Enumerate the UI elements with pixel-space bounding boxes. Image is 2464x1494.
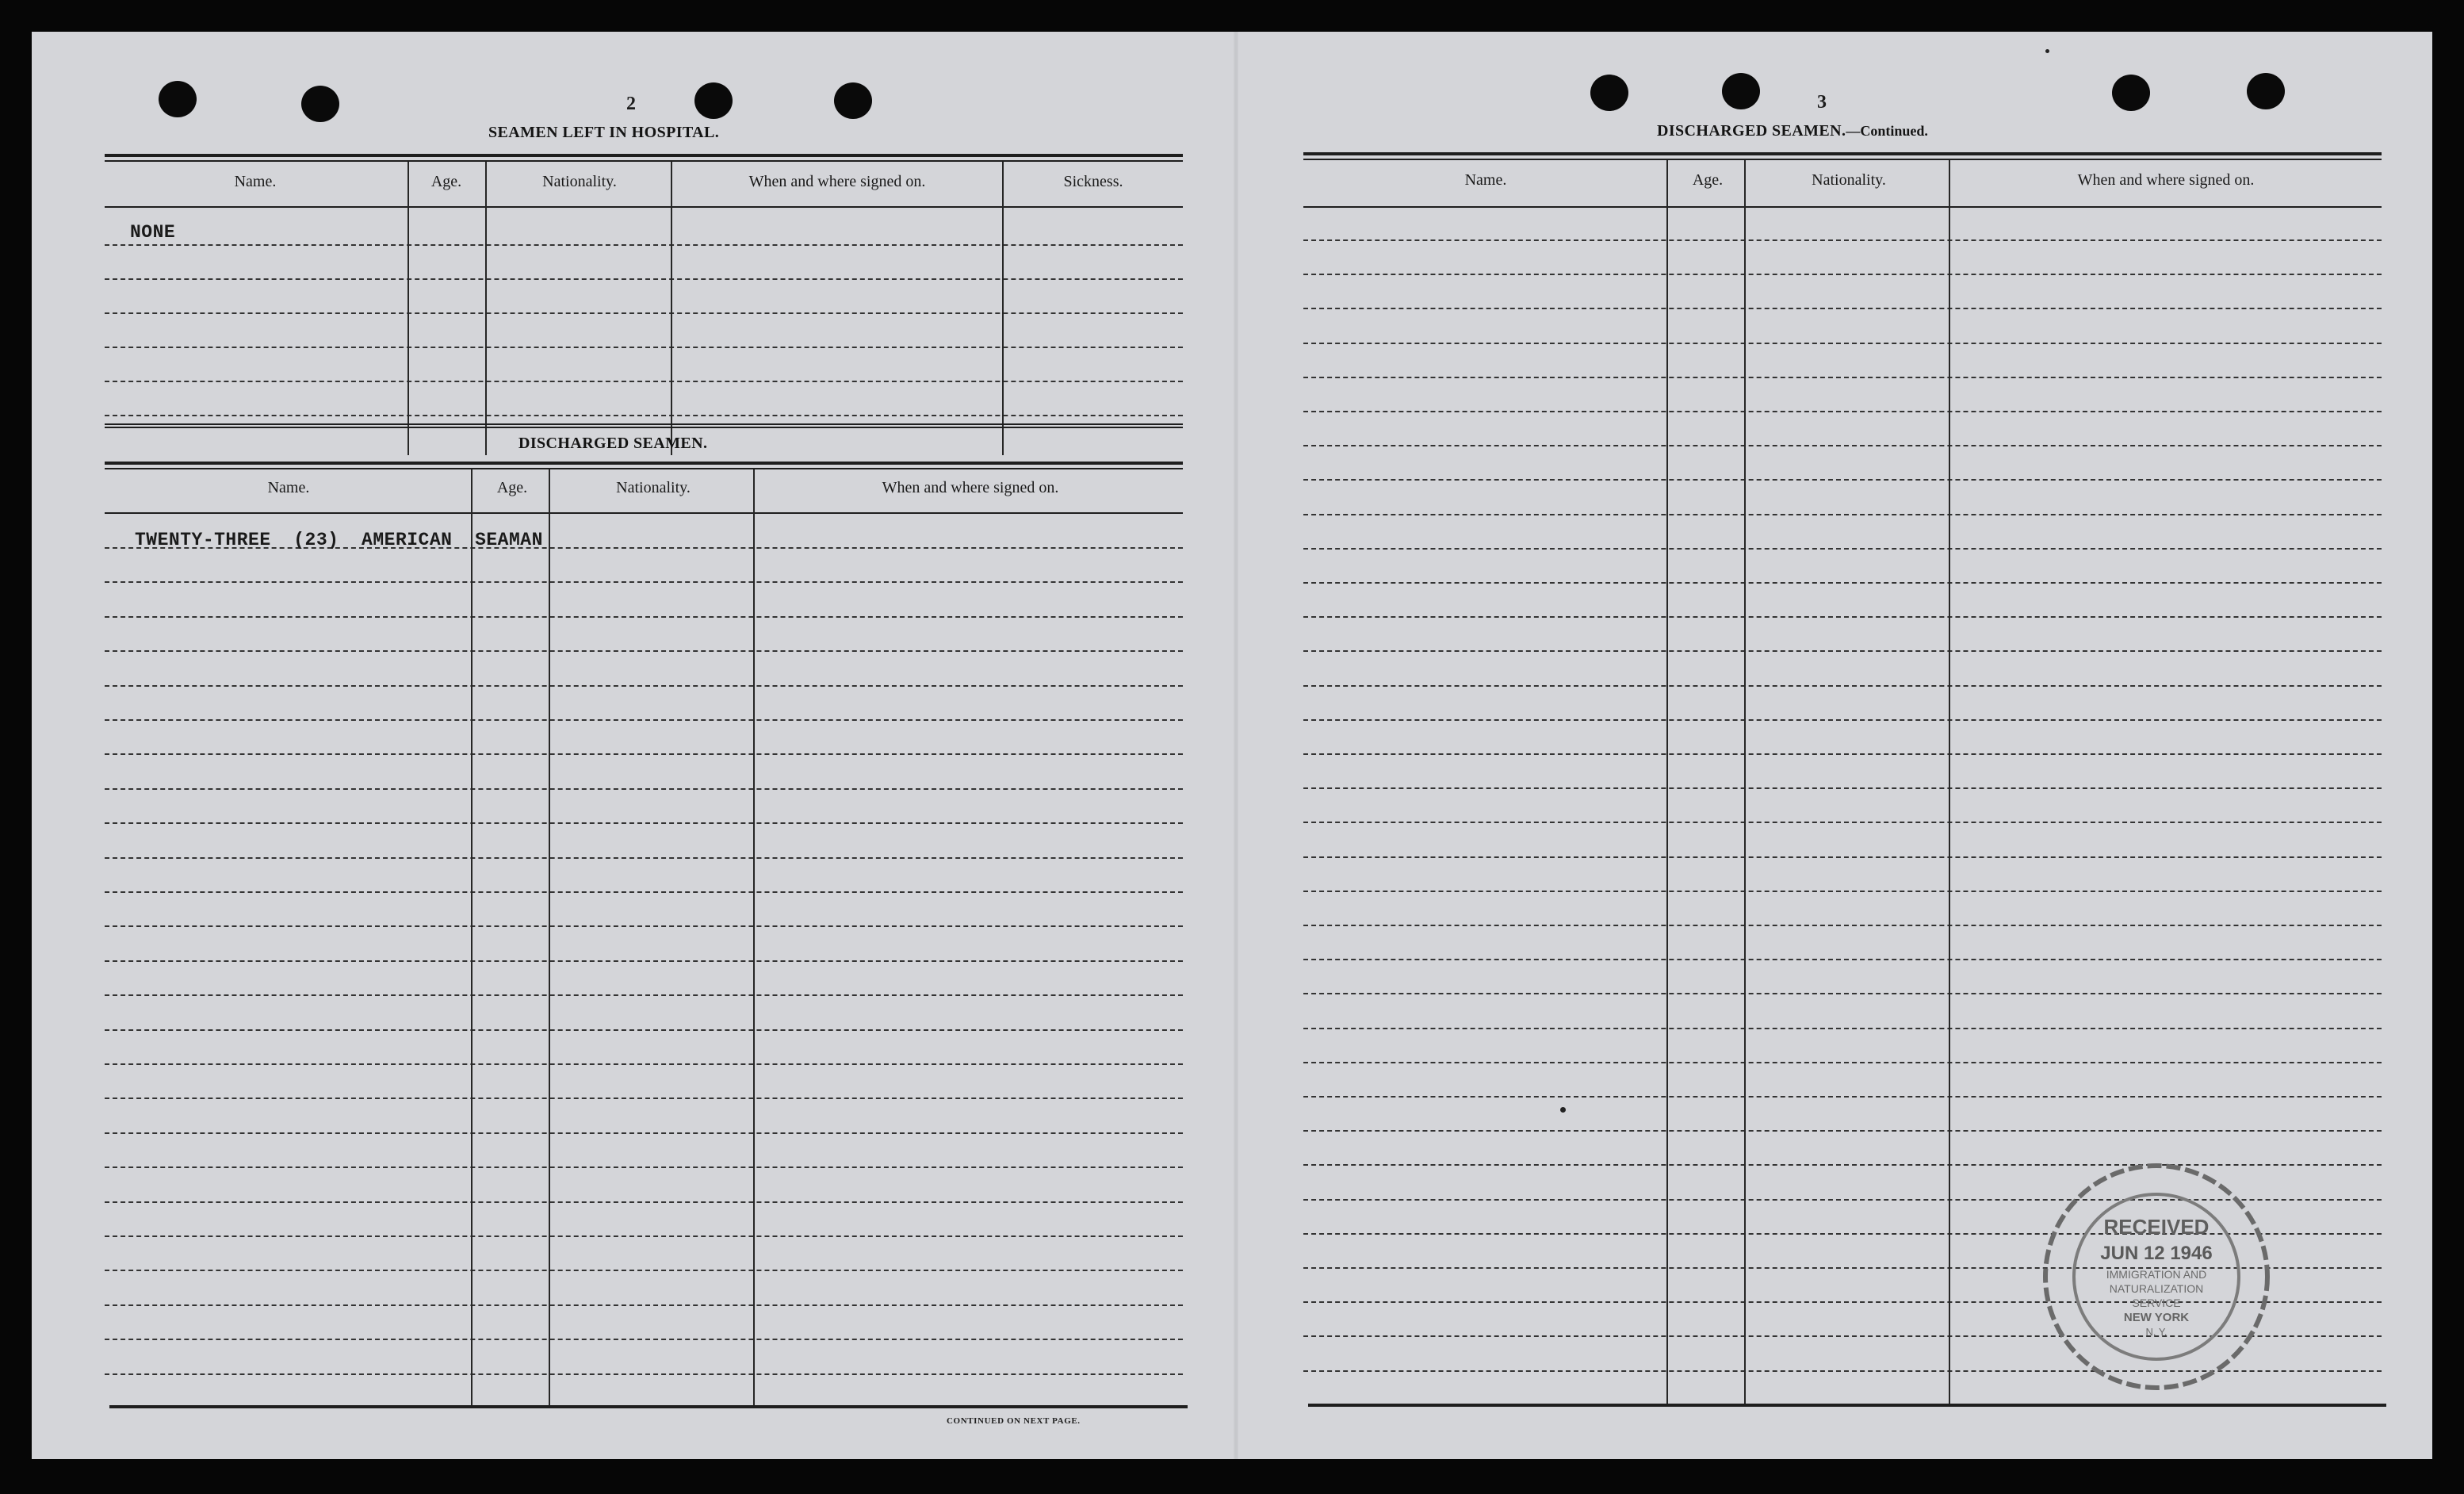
punch-hole bbox=[1590, 75, 1628, 111]
ruled-line bbox=[105, 312, 1183, 314]
ruled-line bbox=[105, 1132, 1183, 1134]
ruled-line bbox=[1303, 1028, 2382, 1029]
received-stamp bbox=[2037, 1158, 2275, 1396]
ruled-line bbox=[105, 1235, 1183, 1237]
hospital-top-rule-2 bbox=[105, 160, 1183, 162]
right-section-title: DISCHARGED SEAMEN.—Continued. bbox=[1657, 122, 1928, 140]
ink-speck bbox=[1560, 1107, 1566, 1113]
hospital-col-sickness: Sickness. bbox=[1063, 173, 1123, 190]
ruled-line bbox=[105, 1373, 1183, 1375]
ruled-line bbox=[1303, 1096, 2382, 1098]
discharged-col-name: Name. bbox=[267, 479, 310, 496]
discharged-col-divider bbox=[753, 469, 755, 1405]
right-page-bottom-rule bbox=[1308, 1404, 2386, 1407]
ruled-line bbox=[1303, 239, 2382, 241]
ruled-line bbox=[1303, 1130, 2382, 1132]
hospital-top-rule bbox=[105, 154, 1183, 157]
stamp-line-2: JUN 12 1946 bbox=[2100, 1243, 2213, 1264]
discharged-header-rule bbox=[105, 512, 1183, 514]
hospital-col-divider bbox=[407, 162, 409, 455]
ruled-line bbox=[1303, 445, 2382, 446]
ruled-line bbox=[1303, 856, 2382, 858]
discharged-top-rule-2 bbox=[105, 468, 1183, 469]
discharged-col-signed-on: When and where signed on. bbox=[882, 479, 1059, 496]
hospital-section-title: SEAMEN LEFT IN HOSPITAL. bbox=[488, 124, 720, 141]
left-page-bottom-rule bbox=[109, 1405, 1188, 1408]
hospital-col-divider bbox=[485, 162, 487, 455]
discharged-entry: TWENTY-THREE (23) AMERICAN SEAMAN bbox=[135, 530, 543, 550]
ruled-line bbox=[105, 347, 1183, 348]
hospital-col-name: Name. bbox=[234, 173, 277, 190]
discharged-col-age: Age. bbox=[496, 479, 528, 496]
right-header-rule bbox=[1303, 206, 2382, 208]
hospital-col-signed-on: When and where signed on. bbox=[748, 173, 926, 190]
ruled-line bbox=[105, 1270, 1183, 1271]
ruled-line bbox=[1303, 753, 2382, 755]
ruled-line bbox=[1303, 993, 2382, 994]
right-top-rule-2 bbox=[1303, 159, 2382, 160]
ruled-line bbox=[1303, 685, 2382, 687]
ruled-line bbox=[105, 925, 1183, 927]
ruled-line bbox=[105, 1201, 1183, 1203]
ruled-line bbox=[105, 857, 1183, 859]
ruled-line bbox=[105, 415, 1183, 416]
ruled-line bbox=[1303, 308, 2382, 309]
hospital-entry-none: NONE bbox=[130, 222, 176, 243]
hospital-bottom-rule-2 bbox=[105, 427, 1183, 428]
ruled-line bbox=[105, 891, 1183, 893]
right-col-nationality: Nationality. bbox=[1812, 171, 1886, 189]
ruled-line bbox=[1303, 959, 2382, 960]
ruled-line bbox=[1303, 650, 2382, 652]
hospital-col-divider bbox=[1002, 162, 1004, 455]
punch-hole bbox=[159, 81, 197, 117]
punch-hole bbox=[2112, 75, 2150, 111]
ruled-line bbox=[1303, 548, 2382, 550]
punch-hole bbox=[301, 86, 339, 122]
ruled-line bbox=[105, 719, 1183, 721]
ruled-line bbox=[1303, 719, 2382, 721]
ruled-line bbox=[105, 822, 1183, 824]
ruled-line bbox=[1303, 377, 2382, 378]
ink-speck bbox=[2045, 49, 2049, 53]
ruled-line bbox=[1303, 343, 2382, 344]
right-col-age: Age. bbox=[1692, 171, 1724, 189]
ruled-line bbox=[1303, 411, 2382, 412]
discharged-col-divider bbox=[471, 469, 473, 1405]
ruled-line bbox=[105, 1304, 1183, 1306]
hospital-header-rule bbox=[105, 206, 1183, 208]
ruled-line bbox=[105, 1339, 1183, 1340]
ruled-line bbox=[1303, 582, 2382, 584]
punch-hole bbox=[834, 82, 872, 119]
hospital-col-nationality: Nationality. bbox=[542, 173, 617, 190]
ruled-line bbox=[105, 616, 1183, 618]
stamp-line-1: RECEIVED bbox=[2103, 1215, 2210, 1239]
stamp-line-4: NATURALIZATION bbox=[2109, 1282, 2204, 1295]
ruled-line bbox=[1303, 822, 2382, 823]
right-top-rule bbox=[1303, 152, 2382, 155]
ruled-line bbox=[105, 1166, 1183, 1168]
hospital-col-age: Age. bbox=[430, 173, 462, 190]
ruled-line bbox=[105, 244, 1183, 246]
right-col-divider bbox=[1666, 160, 1668, 1405]
discharged-section-title: DISCHARGED SEAMEN. bbox=[518, 435, 708, 452]
discharged-col-nationality: Nationality. bbox=[616, 479, 691, 496]
page-fold bbox=[1234, 32, 1238, 1459]
continued-note: CONTINUED ON NEXT PAGE. bbox=[947, 1416, 1081, 1426]
stamp-line-3: IMMIGRATION AND bbox=[2106, 1268, 2207, 1281]
punch-hole bbox=[1722, 73, 1760, 109]
hospital-bottom-rule bbox=[105, 423, 1183, 425]
ruled-line bbox=[105, 685, 1183, 687]
stamp-line-6: NEW YORK bbox=[2123, 1311, 2190, 1324]
ruled-line bbox=[1303, 925, 2382, 926]
hospital-col-divider bbox=[671, 162, 672, 455]
ruled-line bbox=[105, 278, 1183, 280]
ruled-line bbox=[105, 960, 1183, 962]
ruled-line bbox=[1303, 274, 2382, 275]
right-col-divider bbox=[1949, 160, 1950, 1405]
page-number-left: 2 bbox=[626, 94, 636, 114]
ruled-line bbox=[105, 994, 1183, 996]
ruled-line bbox=[105, 650, 1183, 652]
stamp-line-7: N. Y. bbox=[2145, 1326, 2167, 1338]
ruled-line bbox=[105, 788, 1183, 790]
ruled-line bbox=[105, 1029, 1183, 1031]
ruled-line bbox=[1303, 787, 2382, 789]
ruled-line bbox=[105, 753, 1183, 755]
punch-hole bbox=[2247, 73, 2285, 109]
right-col-signed-on: When and where signed on. bbox=[2077, 171, 2255, 189]
ruled-line bbox=[105, 1098, 1183, 1099]
ruled-line bbox=[105, 381, 1183, 382]
punch-hole bbox=[694, 82, 733, 119]
document-sheet bbox=[32, 32, 2432, 1459]
right-col-name: Name. bbox=[1464, 171, 1507, 189]
ruled-line bbox=[1303, 616, 2382, 618]
page-number-right: 3 bbox=[1817, 92, 1827, 113]
ruled-line bbox=[1303, 479, 2382, 481]
stamp-line-5: SERVICE bbox=[2132, 1297, 2181, 1309]
discharged-top-rule bbox=[105, 462, 1183, 465]
ruled-line bbox=[105, 1063, 1183, 1065]
ruled-line bbox=[1303, 891, 2382, 892]
ruled-line bbox=[105, 581, 1183, 583]
ruled-line bbox=[1303, 1062, 2382, 1063]
right-col-divider bbox=[1744, 160, 1746, 1405]
ruled-line bbox=[1303, 514, 2382, 515]
discharged-col-divider bbox=[549, 469, 550, 1405]
